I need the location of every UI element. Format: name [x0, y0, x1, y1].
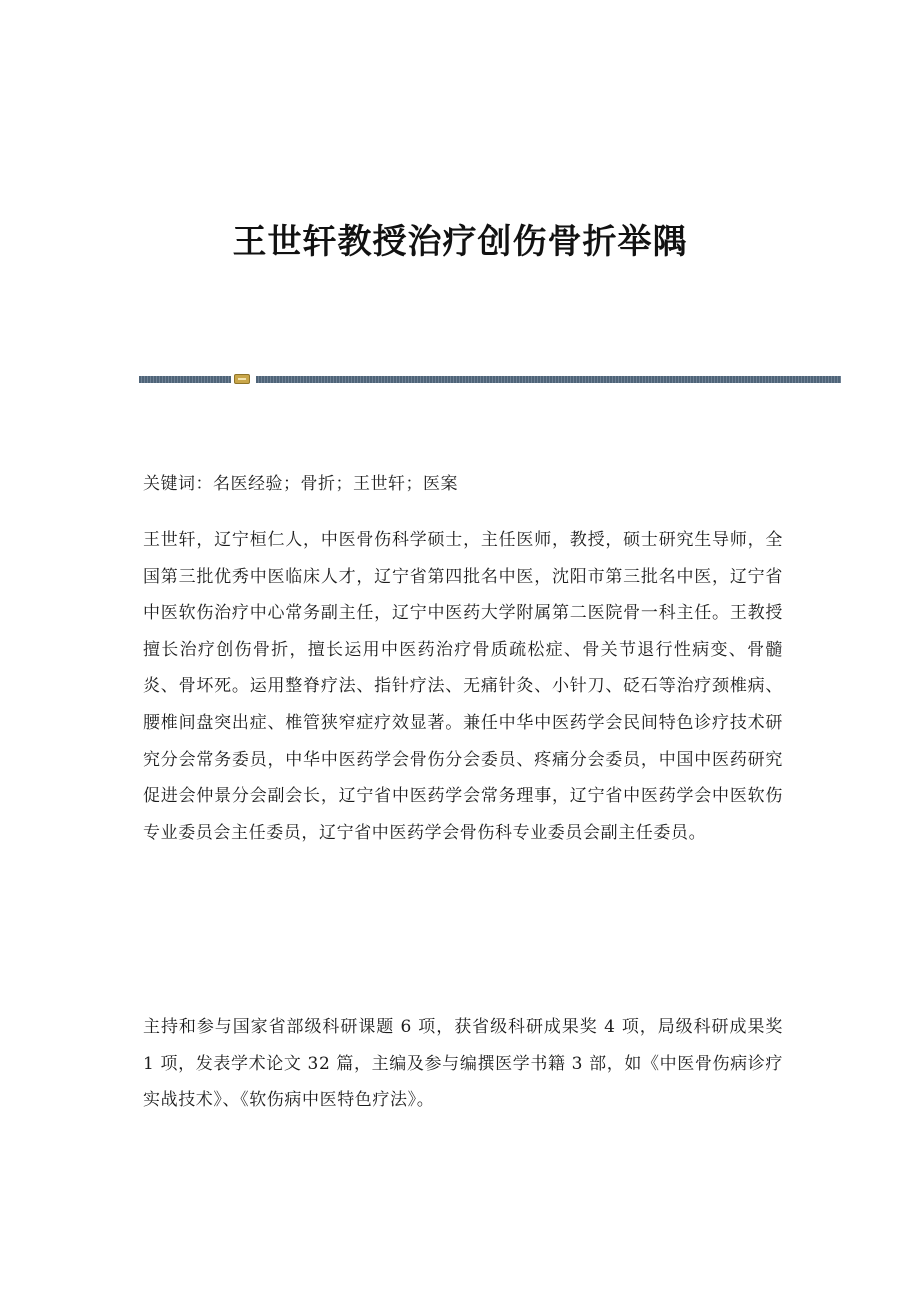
divider-bar-right	[256, 376, 841, 383]
divider-bar-left	[139, 376, 231, 383]
title-divider	[139, 374, 841, 384]
divider-emblem-icon	[234, 374, 250, 384]
paragraph-biography: 王世轩，辽宁桓仁人，中医骨伤科学硕士，主任医师，教授，硕士研究生导师，全国第三批优秀中医临床人才，辽宁省第四批名中医，沈阳市第三批名中医，辽宁省中医软伤治疗中心常务副主任，辽宁中医药大学附属第二医院骨一科主任。王教授擅长治疗创伤骨折，擅长运用中医药治疗骨质疏松症、骨关节退行性病变、骨髓炎、骨坏死。运用整脊疗法、指针疗法、无痛针灸、小针刀、砭石等治疗颈椎病、腰椎间盘突出症、椎管狭窄症疗效显著。兼任中华中医药学会民间特色诊疗技术研究分会常务委员，中华中医药学会骨伤分会委员、疼痛分会委员，中国中医药研究促进会仲景分会副会长，辽宁省中医药学会常务理事，辽宁省中医药学会中医软伤专业委员会主任委员，辽宁省中医药学会骨伤科专业委员会副主任委员。	[143, 530, 783, 843]
paragraph-research: 主持和参与国家省部级科研课题 6 项，获省级科研成果奖 4 项，局级科研成果奖 1 项，发表学术论文 32 篇，主编及参与编撰医学书籍 3 部，如《中医骨伤病诊疗实战技术》、《软伤病中医特色疗法》。	[143, 1017, 783, 1111]
page-title: 王世轩教授治疗创伤骨折举隅	[232, 222, 688, 262]
keywords-line: 关键词：名医经验；骨折；王世轩；医案	[143, 474, 458, 494]
